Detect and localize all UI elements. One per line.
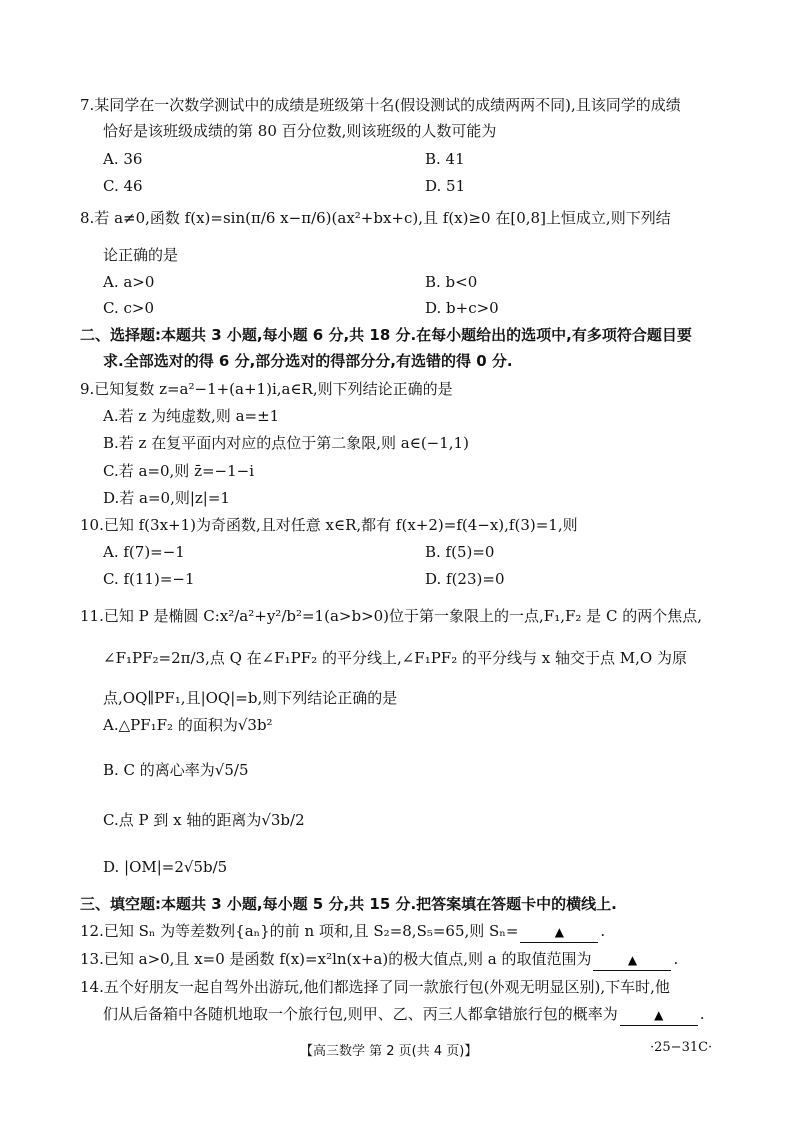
q11-line1: 11.已知 P 是椭圆 C:x²/a²+y²/b²=1(a>b>0)位于第一象限上的一点,F₁,F₂ 是 C 的两个焦点, (80, 607, 702, 625)
triangle-icon: ▲ (654, 1008, 664, 1022)
q14-end: . (699, 1005, 705, 1023)
q8-option-b: B. b<0 (425, 273, 478, 291)
q12 (80, 921, 605, 943)
triangle-icon: ▲ (554, 925, 565, 939)
q10-option-c: C. f(11)=−1 (103, 570, 195, 588)
q10-option-b: B. f(5)=0 (425, 543, 495, 561)
q9-option-a: A.若 z 为纯虚数,则 a=±1 (103, 407, 280, 425)
footer-page-info: 【高三数学 第 2 页(共 4 页)】 (300, 1044, 478, 1059)
section2-heading-line1: 二、选择题:本题共 3 小题,每小题 6 分,共 18 分.在每小题给出的选项中,有多项符合题目要 (80, 326, 692, 344)
q9-option-c: C.若 a=0,则 z̄=−1−i (103, 462, 255, 480)
q7-option-d: D. 51 (425, 177, 466, 195)
q8-line2: 论正确的是 (103, 246, 179, 264)
q11-option-c: C.点 P 到 x 轴的距离为√3b/2 (103, 811, 305, 829)
q12-answer-blank (520, 921, 598, 943)
q8-option-c: C. c>0 (103, 299, 154, 317)
q14-line1: 14.五个好朋友一起自驾外出游玩,他们都选择了同一款旅行包(外观无明显区别),下车时,他 (80, 978, 670, 996)
q11-option-a: A.△PF₁F₂ 的面积为√3b² (103, 716, 273, 734)
q13-end: . (673, 950, 679, 968)
q8-line1: 8.若 a≠0,函数 f(x)=sin(π/6 x−π/6)(ax²+bx+c),且 f(x)≥0 在[0,8]上恒成立,则下列结 (80, 209, 671, 227)
q14-line2-wrap (103, 1004, 705, 1026)
section2-heading-line2: 求.全部选对的得 6 分,部分选对的得部分分,有选错的得 0 分. (103, 352, 513, 370)
footer-code: ·25−31C· (650, 1040, 713, 1055)
q9-option-d: D.若 a=0,则|z|=1 (103, 489, 230, 507)
q11-line2: ∠F₁PF₂=2π/3,点 Q 在∠F₁PF₂ 的平分线上,∠F₁PF₂ 的平分线与 x 轴交于点 M,O 为原 (103, 649, 687, 667)
q13-answer-blank (593, 949, 671, 971)
triangle-icon: ▲ (627, 953, 638, 967)
q12-end: . (600, 922, 606, 940)
section3-heading: 三、填空题:本题共 3 小题,每小题 5 分,共 15 分.把答案填在答题卡中的横线上. (80, 895, 617, 913)
q12-stem: 12.已知 Sₙ 为等差数列{aₙ}的前 n 项和,且 S₂=8,S₅=65,则 Sₙ= (80, 922, 519, 940)
q7-option-a: A. 36 (103, 150, 143, 168)
q7-line1: 7.某同学在一次数学测试中的成绩是班级第十名(假设测试的成绩两两不同),且该同学的成绩 (80, 96, 681, 114)
q8-option-a: A. a>0 (103, 273, 155, 291)
q14-answer-blank (620, 1004, 698, 1026)
q10-stem: 10.已知 f(3x+1)为奇函数,且对任意 x∈R,都有 f(x+2)=f(4−x),f(3)=1,则 (80, 516, 578, 534)
q13 (80, 949, 678, 971)
q7-option-b: B. 41 (425, 150, 465, 168)
q11-line3: 点,OQ∥PF₁,且|OQ|=b,则下列结论正确的是 (103, 689, 398, 707)
q10-option-a: A. f(7)=−1 (103, 543, 185, 561)
q10-option-d: D. f(23)=0 (425, 570, 505, 588)
q8-option-d: D. b+c>0 (425, 299, 499, 317)
q7-option-c: C. 46 (103, 177, 143, 195)
q13-stem: 13.已知 a>0,且 x=0 是函数 f(x)=x²ln(x+a)的极大值点,则 a 的取值范围为 (80, 950, 592, 968)
q11-option-b: B. C 的离心率为√5/5 (103, 761, 249, 779)
q9-stem: 9.已知复数 z=a²−1+(a+1)i,a∈R,则下列结论正确的是 (80, 380, 453, 398)
q11-option-d: D. |OM|=2√5b/5 (103, 858, 228, 876)
q9-option-b: B.若 z 在复平面内对应的点位于第二象限,则 a∈(−1,1) (103, 434, 469, 452)
q7-line2: 恰好是该班级成绩的第 80 百分位数,则该班级的人数可能为 (103, 122, 497, 140)
q14-line2: 们从后备箱中各随机地取一个旅行包,则甲、乙、丙三人都拿错旅行包的概率为 (103, 1005, 618, 1023)
